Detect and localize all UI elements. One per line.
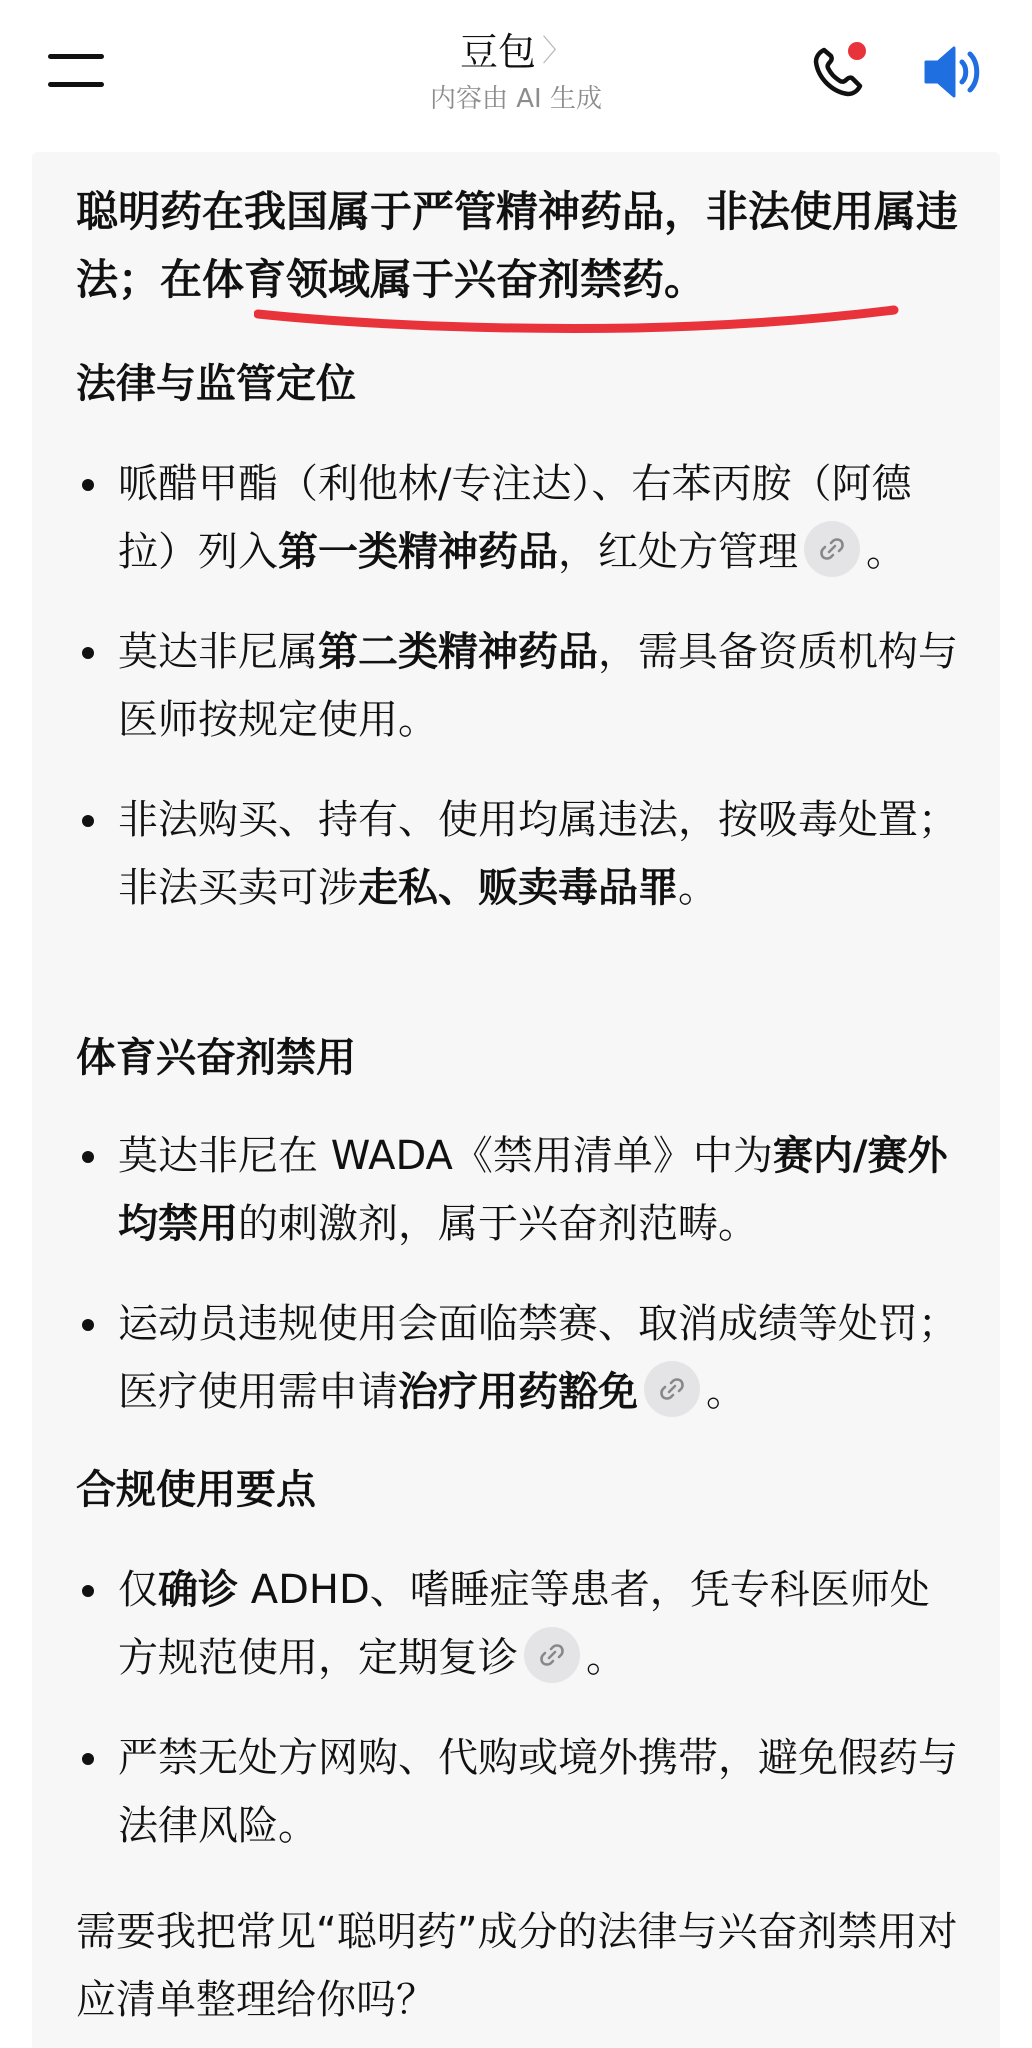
- red-hand-underline: [254, 296, 904, 336]
- list-item: 莫达非尼属第二类精神药品，需具备资质机构与医师按规定使用。: [76, 618, 966, 754]
- bullet-dot-icon: [82, 1753, 94, 1765]
- ai-disclaimer: 内容由 AI 生成: [430, 84, 602, 114]
- bullet-dot-icon: [82, 647, 94, 659]
- bullet-dot-icon: [82, 1319, 94, 1331]
- notification-dot: [848, 42, 866, 60]
- bullet-dot-icon: [82, 815, 94, 827]
- top-bar: [0, 0, 1032, 150]
- list-item: 严禁无处方网购、代购或境外携带，避免假药与法律风险。: [76, 1724, 966, 1860]
- list-item: 哌醋甲酯（利他林/专注达）、右苯丙胺（阿德拉）列入第一类精神药品，红处方管理 。: [76, 450, 966, 586]
- section-heading: 体育兴奋剂禁用: [76, 1035, 356, 1081]
- bullet-list: [76, 450, 966, 922]
- menu-icon[interactable]: [48, 48, 108, 92]
- bot-name: 豆包: [459, 30, 536, 74]
- source-link-icon[interactable]: [524, 1627, 580, 1683]
- follow-up-question: 需要我把常见“聪明药”成分的法律与兴奋剂禁用对应清单整理给你吗？: [76, 1909, 958, 2023]
- bullet-dot-icon: [82, 1585, 94, 1597]
- list-item: 非法购买、持有、使用均属违法，按吸毒处置；非法买卖可涉走私、贩卖毒品罪。: [76, 786, 966, 922]
- bullet-dot-icon: [82, 479, 94, 491]
- speaker-button[interactable]: [920, 40, 988, 104]
- message-body: [76, 178, 966, 314]
- bullet-list: [76, 1556, 966, 1860]
- list-item: 运动员违规使用会面临禁赛、取消成绩等处罚；医疗使用需申请治疗用药豁免 。: [76, 1290, 966, 1426]
- lead-paragraph: [76, 178, 966, 314]
- bot-title-button[interactable]: [460, 24, 572, 80]
- source-link-icon[interactable]: [644, 1361, 700, 1417]
- section-heading: 合规使用要点: [76, 1467, 316, 1513]
- speaker-icon: [920, 40, 988, 104]
- title-area: [316, 24, 716, 116]
- bullet-dot-icon: [82, 1151, 94, 1163]
- lead-text: 聪明药在我国属于严管精神药品，非法使用属违法；: [76, 187, 959, 304]
- source-link-icon[interactable]: [804, 521, 860, 577]
- lead-underlined-text: 在体育领域属于兴奋剂禁药。: [160, 255, 707, 304]
- bullet-list: [76, 1122, 966, 1426]
- list-item: 仅确诊 ADHD、嗜睡症等患者，凭专科医师处方规范使用，定期复诊 。: [76, 1556, 966, 1692]
- list-item: 莫达非尼在 WADA《禁用清单》中为赛内/赛外均禁用的刺激剂，属于兴奋剂范畴。: [76, 1122, 966, 1258]
- section-heading: 法律与监管定位: [76, 361, 356, 407]
- chevron-right-icon: 〉: [542, 34, 572, 69]
